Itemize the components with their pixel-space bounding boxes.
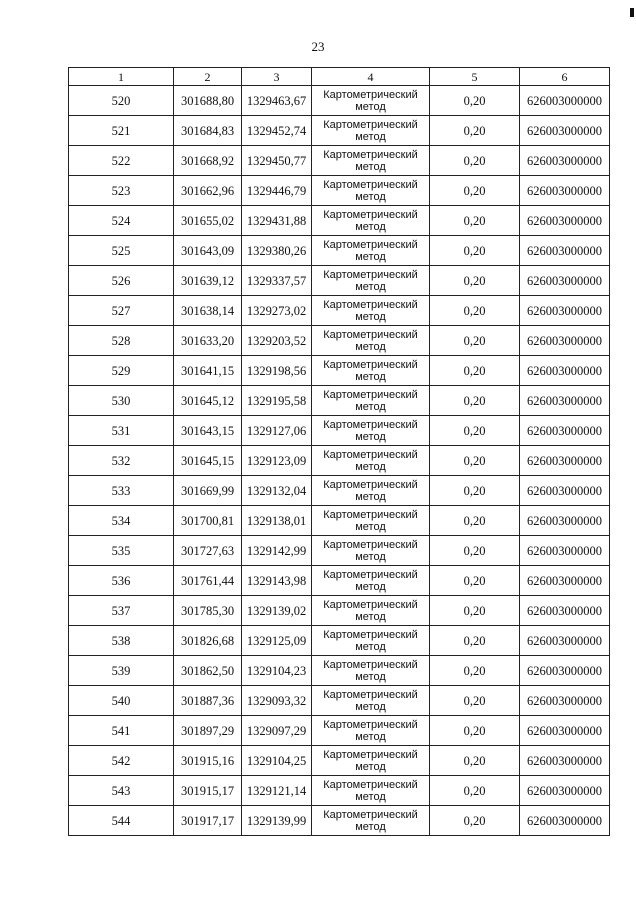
- coordinate-x-cell: 301727,63: [174, 536, 242, 566]
- table-row: [69, 476, 610, 506]
- method-cell: [312, 416, 430, 446]
- method-line-1: Картометрический: [323, 118, 418, 131]
- method-cell: [312, 566, 430, 596]
- column-header-1: 1: [69, 68, 174, 86]
- coordinate-y-cell: 1329127,06: [242, 416, 312, 446]
- code-cell: 626003000000: [520, 416, 610, 446]
- accuracy-cell: 0,20: [430, 386, 520, 416]
- code-cell: 626003000000: [520, 776, 610, 806]
- table-row: [69, 116, 610, 146]
- table-row: [69, 176, 610, 206]
- method-cell: [312, 296, 430, 326]
- method-cell: [312, 446, 430, 476]
- accuracy-cell: 0,20: [430, 326, 520, 356]
- method-line-1: Картометрический: [323, 568, 418, 581]
- method-line-1: Картометрический: [323, 748, 418, 761]
- coordinate-x-cell: 301662,96: [174, 176, 242, 206]
- method-cell: [312, 536, 430, 566]
- coordinate-x-cell: 301887,36: [174, 686, 242, 716]
- accuracy-cell: 0,20: [430, 746, 520, 776]
- coordinate-y-cell: 1329132,04: [242, 476, 312, 506]
- method-line-2: метод: [355, 280, 386, 293]
- method-line-1: Картометрический: [323, 478, 418, 491]
- method-line-1: Картометрический: [323, 148, 418, 161]
- coordinate-x-cell: 301641,15: [174, 356, 242, 386]
- method-line-2: метод: [355, 550, 386, 563]
- coordinate-y-cell: 1329139,02: [242, 596, 312, 626]
- point-number-cell: 532: [69, 446, 174, 476]
- coordinate-x-cell: 301655,02: [174, 206, 242, 236]
- accuracy-cell: 0,20: [430, 536, 520, 566]
- code-cell: 626003000000: [520, 746, 610, 776]
- method-line-1: Картометрический: [323, 628, 418, 641]
- coordinate-y-cell: 1329198,56: [242, 356, 312, 386]
- accuracy-cell: 0,20: [430, 206, 520, 236]
- code-cell: 626003000000: [520, 176, 610, 206]
- coordinate-x-cell: 301785,30: [174, 596, 242, 626]
- method-line-1: Картометрический: [323, 448, 418, 461]
- method-line-2: метод: [355, 250, 386, 263]
- table-row: [69, 656, 610, 686]
- method-line-1: Картометрический: [323, 688, 418, 701]
- code-cell: 626003000000: [520, 386, 610, 416]
- coordinate-y-cell: 1329431,88: [242, 206, 312, 236]
- point-number-cell: 533: [69, 476, 174, 506]
- page-number: 23: [311, 39, 325, 54]
- method-line-1: Картометрический: [323, 718, 418, 731]
- coordinate-y-cell: 1329104,25: [242, 746, 312, 776]
- table-row: [69, 776, 610, 806]
- method-line-2: метод: [355, 310, 386, 323]
- method-cell: [312, 326, 430, 356]
- method-line-1: Картометрический: [323, 268, 418, 281]
- point-number-cell: 529: [69, 356, 174, 386]
- method-line-1: Картометрический: [323, 658, 418, 671]
- accuracy-cell: 0,20: [430, 296, 520, 326]
- method-line-1: Картометрический: [323, 208, 418, 221]
- point-number-cell: 525: [69, 236, 174, 266]
- accuracy-cell: 0,20: [430, 806, 520, 836]
- method-cell: [312, 686, 430, 716]
- point-number-cell: 520: [69, 86, 174, 116]
- method-line-2: метод: [355, 610, 386, 623]
- point-number-cell: 543: [69, 776, 174, 806]
- coordinate-y-cell: 1329450,77: [242, 146, 312, 176]
- method-cell: [312, 776, 430, 806]
- method-line-1: Картометрический: [323, 508, 418, 521]
- accuracy-cell: 0,20: [430, 356, 520, 386]
- scan-corner-mark: [630, 8, 634, 17]
- code-cell: 626003000000: [520, 236, 610, 266]
- method-line-1: Картометрический: [323, 298, 418, 311]
- coordinate-x-cell: 301915,17: [174, 776, 242, 806]
- table-row: [69, 536, 610, 566]
- method-line-2: метод: [355, 820, 386, 833]
- code-cell: 626003000000: [520, 296, 610, 326]
- code-cell: 626003000000: [520, 626, 610, 656]
- coordinate-y-cell: 1329123,09: [242, 446, 312, 476]
- header-row: [69, 68, 610, 86]
- method-line-2: метод: [355, 790, 386, 803]
- accuracy-cell: 0,20: [430, 506, 520, 536]
- coordinate-y-cell: 1329138,01: [242, 506, 312, 536]
- table-row: [69, 746, 610, 776]
- point-number-cell: 522: [69, 146, 174, 176]
- method-cell: [312, 506, 430, 536]
- method-cell: [312, 116, 430, 146]
- coordinate-x-cell: 301668,92: [174, 146, 242, 176]
- method-line-2: метод: [355, 400, 386, 413]
- code-cell: 626003000000: [520, 686, 610, 716]
- code-cell: 626003000000: [520, 86, 610, 116]
- method-cell: [312, 266, 430, 296]
- table-row: [69, 686, 610, 716]
- point-number-cell: 523: [69, 176, 174, 206]
- coordinate-y-cell: 1329125,09: [242, 626, 312, 656]
- coordinate-x-cell: 301862,50: [174, 656, 242, 686]
- accuracy-cell: 0,20: [430, 596, 520, 626]
- point-number-cell: 530: [69, 386, 174, 416]
- coordinate-y-cell: 1329121,14: [242, 776, 312, 806]
- coordinate-x-cell: 301643,15: [174, 416, 242, 446]
- coordinate-x-cell: 301915,16: [174, 746, 242, 776]
- table-body: [69, 86, 610, 836]
- method-cell: [312, 236, 430, 266]
- method-line-1: Картометрический: [323, 598, 418, 611]
- point-number-cell: 534: [69, 506, 174, 536]
- method-cell: [312, 386, 430, 416]
- coordinate-y-cell: 1329097,29: [242, 716, 312, 746]
- method-line-1: Картометрический: [323, 238, 418, 251]
- method-cell: [312, 356, 430, 386]
- point-number-cell: 531: [69, 416, 174, 446]
- method-line-2: метод: [355, 760, 386, 773]
- column-header-2: 2: [174, 68, 242, 86]
- method-line-2: метод: [355, 730, 386, 743]
- accuracy-cell: 0,20: [430, 656, 520, 686]
- accuracy-cell: 0,20: [430, 626, 520, 656]
- table-row: [69, 266, 610, 296]
- method-line-2: метод: [355, 370, 386, 383]
- code-cell: 626003000000: [520, 656, 610, 686]
- table-row: [69, 416, 610, 446]
- coordinate-y-cell: 1329142,99: [242, 536, 312, 566]
- table-row: [69, 296, 610, 326]
- coordinates-table: [68, 67, 610, 836]
- coordinate-y-cell: 1329139,99: [242, 806, 312, 836]
- accuracy-cell: 0,20: [430, 686, 520, 716]
- method-line-2: метод: [355, 460, 386, 473]
- method-line-2: метод: [355, 100, 386, 113]
- method-line-1: Картометрический: [323, 178, 418, 191]
- table-row: [69, 86, 610, 116]
- table-row: [69, 206, 610, 236]
- accuracy-cell: 0,20: [430, 146, 520, 176]
- coordinate-x-cell: 301645,12: [174, 386, 242, 416]
- method-cell: [312, 176, 430, 206]
- point-number-cell: 536: [69, 566, 174, 596]
- point-number-cell: 542: [69, 746, 174, 776]
- accuracy-cell: 0,20: [430, 116, 520, 146]
- point-number-cell: 535: [69, 536, 174, 566]
- method-line-1: Картометрический: [323, 778, 418, 791]
- code-cell: 626003000000: [520, 446, 610, 476]
- point-number-cell: 524: [69, 206, 174, 236]
- point-number-cell: 540: [69, 686, 174, 716]
- point-number-cell: 538: [69, 626, 174, 656]
- column-header-5: 5: [430, 68, 520, 86]
- method-line-2: метод: [355, 340, 386, 353]
- accuracy-cell: 0,20: [430, 716, 520, 746]
- coordinate-x-cell: 301639,12: [174, 266, 242, 296]
- method-line-2: метод: [355, 670, 386, 683]
- method-cell: [312, 806, 430, 836]
- method-line-1: Картометрический: [323, 388, 418, 401]
- table-row: [69, 596, 610, 626]
- coordinate-y-cell: 1329273,02: [242, 296, 312, 326]
- coordinate-x-cell: 301826,68: [174, 626, 242, 656]
- method-line-2: метод: [355, 580, 386, 593]
- coordinate-y-cell: 1329446,79: [242, 176, 312, 206]
- point-number-cell: 544: [69, 806, 174, 836]
- coordinate-x-cell: 301633,20: [174, 326, 242, 356]
- column-header-3: 3: [242, 68, 312, 86]
- coordinate-y-cell: 1329195,58: [242, 386, 312, 416]
- accuracy-cell: 0,20: [430, 416, 520, 446]
- accuracy-cell: 0,20: [430, 266, 520, 296]
- method-cell: [312, 146, 430, 176]
- code-cell: 626003000000: [520, 146, 610, 176]
- code-cell: 626003000000: [520, 206, 610, 236]
- accuracy-cell: 0,20: [430, 566, 520, 596]
- table-header: [69, 68, 610, 86]
- point-number-cell: 539: [69, 656, 174, 686]
- table-row: [69, 806, 610, 836]
- method-line-1: Картометрический: [323, 88, 418, 101]
- accuracy-cell: 0,20: [430, 176, 520, 206]
- code-cell: 626003000000: [520, 596, 610, 626]
- coordinate-x-cell: 301917,17: [174, 806, 242, 836]
- point-number-cell: 537: [69, 596, 174, 626]
- code-cell: 626003000000: [520, 506, 610, 536]
- method-cell: [312, 86, 430, 116]
- table-row: [69, 386, 610, 416]
- method-cell: [312, 596, 430, 626]
- method-line-2: метод: [355, 220, 386, 233]
- method-cell: [312, 746, 430, 776]
- method-line-2: метод: [355, 130, 386, 143]
- coordinate-y-cell: 1329104,23: [242, 656, 312, 686]
- accuracy-cell: 0,20: [430, 446, 520, 476]
- method-cell: [312, 656, 430, 686]
- method-line-2: метод: [355, 700, 386, 713]
- coordinate-y-cell: 1329463,67: [242, 86, 312, 116]
- point-number-cell: 521: [69, 116, 174, 146]
- method-cell: [312, 626, 430, 656]
- coordinate-y-cell: 1329093,32: [242, 686, 312, 716]
- accuracy-cell: 0,20: [430, 236, 520, 266]
- point-number-cell: 541: [69, 716, 174, 746]
- code-cell: 626003000000: [520, 566, 610, 596]
- coordinate-y-cell: 1329143,98: [242, 566, 312, 596]
- code-cell: 626003000000: [520, 326, 610, 356]
- code-cell: 626003000000: [520, 806, 610, 836]
- code-cell: 626003000000: [520, 716, 610, 746]
- method-cell: [312, 206, 430, 236]
- code-cell: 626003000000: [520, 536, 610, 566]
- method-line-2: метод: [355, 640, 386, 653]
- method-cell: [312, 476, 430, 506]
- method-line-1: Картометрический: [323, 358, 418, 371]
- coordinate-x-cell: 301700,81: [174, 506, 242, 536]
- method-line-2: метод: [355, 190, 386, 203]
- method-line-2: метод: [355, 430, 386, 443]
- table-row: [69, 566, 610, 596]
- code-cell: 626003000000: [520, 116, 610, 146]
- coordinate-y-cell: 1329337,57: [242, 266, 312, 296]
- point-number-cell: 528: [69, 326, 174, 356]
- coordinate-x-cell: 301638,14: [174, 296, 242, 326]
- method-line-2: метод: [355, 520, 386, 533]
- coordinate-x-cell: 301897,29: [174, 716, 242, 746]
- column-header-4: 4: [312, 68, 430, 86]
- point-number-cell: 526: [69, 266, 174, 296]
- code-cell: 626003000000: [520, 476, 610, 506]
- table-row: [69, 626, 610, 656]
- coordinate-x-cell: 301643,09: [174, 236, 242, 266]
- accuracy-cell: 0,20: [430, 86, 520, 116]
- method-line-1: Картометрический: [323, 418, 418, 431]
- column-header-6: 6: [520, 68, 610, 86]
- coordinate-x-cell: 301688,80: [174, 86, 242, 116]
- accuracy-cell: 0,20: [430, 476, 520, 506]
- method-line-1: Картометрический: [323, 328, 418, 341]
- table-row: [69, 146, 610, 176]
- coordinate-x-cell: 301645,15: [174, 446, 242, 476]
- coordinate-x-cell: 301761,44: [174, 566, 242, 596]
- code-cell: 626003000000: [520, 356, 610, 386]
- method-line-2: метод: [355, 490, 386, 503]
- table-row: [69, 506, 610, 536]
- code-cell: 626003000000: [520, 266, 610, 296]
- coordinate-y-cell: 1329452,74: [242, 116, 312, 146]
- coordinate-y-cell: 1329203,52: [242, 326, 312, 356]
- method-cell: [312, 716, 430, 746]
- point-number-cell: 527: [69, 296, 174, 326]
- accuracy-cell: 0,20: [430, 776, 520, 806]
- method-line-2: метод: [355, 160, 386, 173]
- table-row: [69, 326, 610, 356]
- method-line-1: Картометрический: [323, 538, 418, 551]
- coordinate-x-cell: 301684,83: [174, 116, 242, 146]
- table-row: [69, 716, 610, 746]
- table-row: [69, 446, 610, 476]
- table-row: [69, 236, 610, 266]
- table-row: [69, 356, 610, 386]
- coordinate-x-cell: 301669,99: [174, 476, 242, 506]
- method-line-1: Картометрический: [323, 808, 418, 821]
- coordinate-y-cell: 1329380,26: [242, 236, 312, 266]
